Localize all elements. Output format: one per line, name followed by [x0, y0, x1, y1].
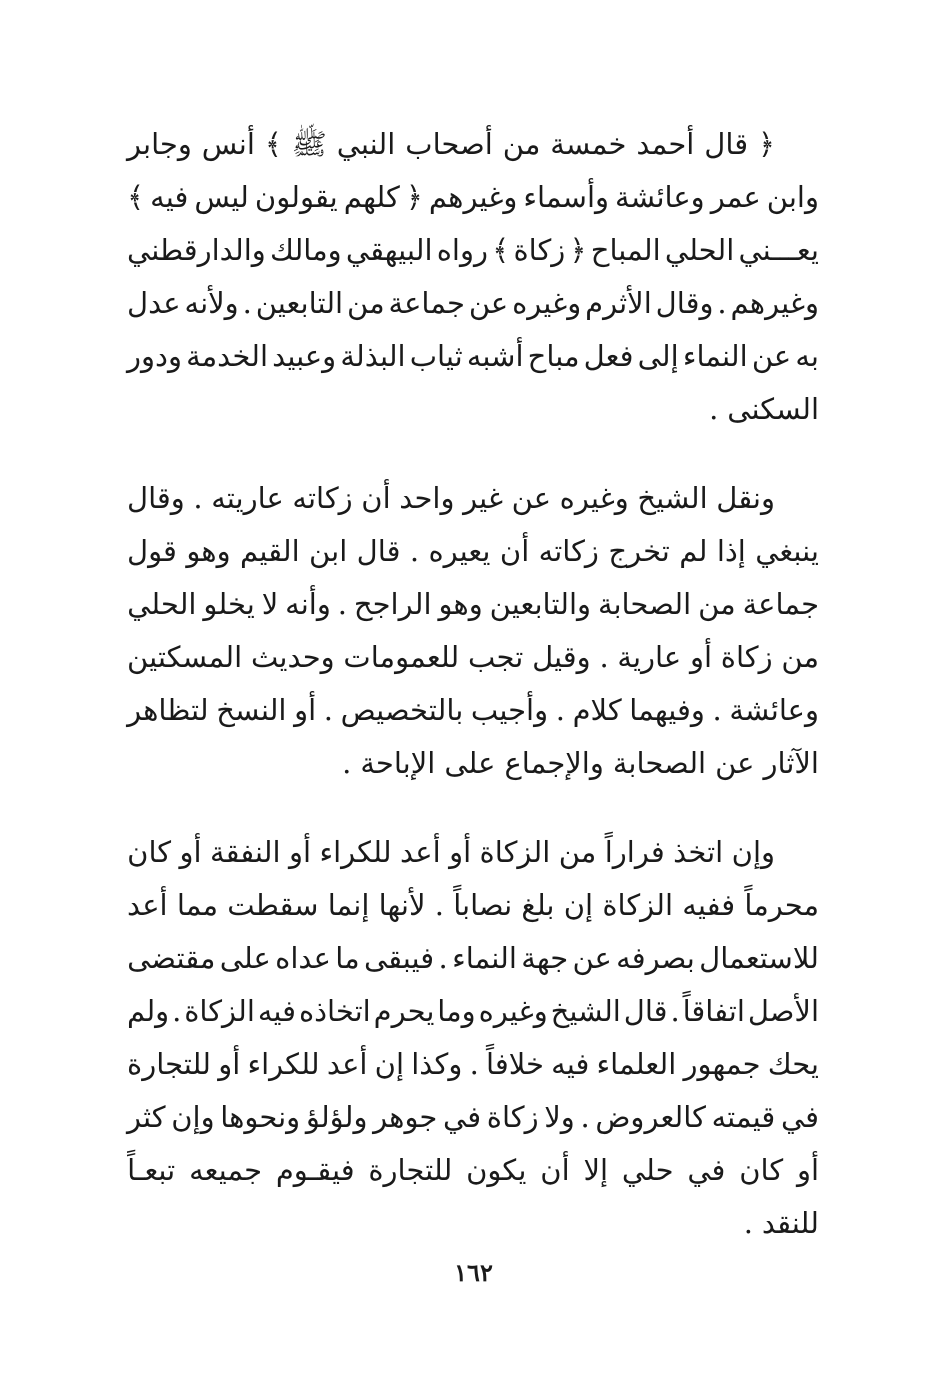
- word: النسخ: [216, 693, 287, 727]
- word: مقتضى: [127, 941, 216, 975]
- word: وأسماء: [523, 180, 610, 214]
- word: فراراً: [604, 835, 665, 869]
- word: رواه: [436, 233, 488, 267]
- word: العلماء: [596, 1047, 677, 1081]
- word: يعـــني: [738, 233, 819, 267]
- word: الحلي: [664, 233, 735, 267]
- line: [127, 1091, 819, 1144]
- word: وغيره: [559, 481, 629, 515]
- word: وهو: [186, 534, 231, 568]
- word: وعائشة: [615, 180, 705, 214]
- word: الصحابة: [612, 746, 707, 780]
- word: فيه: [257, 994, 297, 1028]
- word: .: [743, 1206, 753, 1240]
- word: الأثرم: [585, 286, 652, 320]
- line: [127, 1038, 819, 1091]
- word: ونحوها: [220, 1100, 301, 1134]
- word: وفيهما: [629, 693, 705, 727]
- word: .: [409, 534, 420, 568]
- word: به: [795, 339, 819, 373]
- line: [127, 578, 819, 631]
- word: جماعة: [742, 587, 819, 621]
- word: زكاة: [486, 1100, 539, 1134]
- word: من: [502, 127, 541, 161]
- word: كلهم: [343, 180, 400, 214]
- paragraph-2: [127, 472, 819, 790]
- word: خمسة: [550, 127, 627, 161]
- word: إلا: [583, 1153, 609, 1187]
- word: فعل: [583, 339, 634, 373]
- word: عدل: [127, 286, 181, 320]
- word: قال: [356, 534, 401, 568]
- word: بصرفه: [616, 941, 695, 975]
- word: .: [580, 1100, 590, 1134]
- word: الإباحة: [360, 746, 436, 780]
- line: [127, 330, 819, 383]
- word: تجب: [468, 640, 524, 674]
- word: وعائشة: [729, 693, 819, 727]
- word: .: [342, 746, 352, 780]
- line: [127, 631, 819, 684]
- word: ابن: [309, 534, 348, 568]
- word: أو: [294, 693, 317, 727]
- word: .: [469, 1047, 479, 1081]
- word: زكاته: [538, 534, 599, 568]
- word: البيهقي: [345, 233, 433, 267]
- line: [127, 224, 819, 277]
- word: فيه: [551, 1047, 590, 1081]
- word: في: [780, 1100, 819, 1134]
- word: أن: [499, 534, 530, 568]
- line: [127, 383, 819, 436]
- word: عن: [468, 286, 509, 320]
- word: زكاة: [720, 640, 773, 674]
- word: أو: [796, 1153, 819, 1187]
- word: .: [172, 994, 182, 1028]
- word: مما: [176, 888, 218, 922]
- line: [127, 118, 819, 171]
- line: [127, 472, 819, 525]
- word: عن: [751, 339, 792, 373]
- word: لم: [679, 534, 708, 568]
- word: يحك: [767, 1047, 819, 1081]
- word: والتابعين: [489, 587, 592, 621]
- word: ثياب: [409, 339, 463, 373]
- word: ﴾: [492, 233, 510, 267]
- word: .: [434, 888, 444, 922]
- word: يقولون: [254, 180, 338, 214]
- line: [127, 171, 819, 224]
- word: .: [670, 994, 680, 1028]
- word: إن: [563, 888, 594, 922]
- word: بلغ: [521, 888, 555, 922]
- line: [127, 1197, 819, 1250]
- word: ﴿: [405, 180, 423, 214]
- word: للكراء: [319, 835, 392, 869]
- word: يكون: [466, 1153, 527, 1187]
- word: ﴾: [264, 127, 282, 161]
- word: للتجارة: [368, 1153, 453, 1187]
- word: جمهور: [683, 1047, 761, 1081]
- word: النبي: [336, 127, 396, 161]
- word: أو: [288, 835, 312, 869]
- word: ليس: [194, 180, 249, 214]
- word: الشيخ: [637, 481, 708, 515]
- word: وأنه: [285, 587, 331, 621]
- word: وجابر: [127, 127, 192, 161]
- word: .: [193, 481, 203, 515]
- word: .: [555, 693, 565, 727]
- word: عن: [511, 481, 552, 515]
- word: اتخذ: [673, 835, 724, 869]
- line: [127, 826, 819, 879]
- line: [127, 1144, 819, 1197]
- word: .: [337, 587, 347, 621]
- word: قيمته: [711, 1100, 776, 1134]
- word: عداه: [275, 941, 331, 975]
- word: جوهر: [373, 1100, 438, 1134]
- word: زكاة: [513, 233, 566, 267]
- word: أن: [540, 1153, 570, 1187]
- word: أعد: [127, 888, 168, 922]
- word: أحمد: [636, 127, 695, 161]
- word: وإن: [171, 1100, 215, 1134]
- word: ولؤلؤ: [305, 1100, 368, 1134]
- word: عاريته: [211, 481, 284, 515]
- word: عارية: [617, 640, 682, 674]
- word: حلي: [621, 1153, 674, 1187]
- word: التابعين: [255, 286, 344, 320]
- word: الشيخ: [550, 994, 621, 1028]
- paragraph-1: [127, 118, 819, 436]
- word: إن: [374, 1047, 405, 1081]
- word: يعيره: [428, 534, 491, 568]
- line: [127, 737, 819, 790]
- word: .: [599, 640, 609, 674]
- word: في: [687, 1153, 726, 1187]
- word: ولأنه: [184, 286, 239, 320]
- paragraph-3: [127, 826, 819, 1250]
- word: كلام: [572, 693, 622, 727]
- word: أنس: [201, 127, 255, 161]
- word: اتخاذه: [298, 994, 371, 1028]
- line: [127, 684, 819, 737]
- word: خلافاً: [486, 1047, 544, 1081]
- word: وغيره: [512, 286, 582, 320]
- word: الآثار: [763, 746, 819, 780]
- word: الزكاة: [602, 888, 674, 922]
- word: وعبيد: [272, 339, 337, 373]
- word: ولا: [544, 1100, 575, 1134]
- word: اتفاقاً: [682, 994, 745, 1028]
- word: للكراء: [247, 1047, 320, 1081]
- word: ونقل: [716, 481, 775, 515]
- word: وحديث: [250, 640, 335, 674]
- word: الزكاة: [184, 994, 255, 1028]
- line: [127, 932, 819, 985]
- word: فيبقى: [363, 941, 435, 975]
- word: ﴿: [758, 127, 775, 161]
- word: من: [347, 286, 385, 320]
- word: غير: [463, 481, 504, 515]
- word: أو: [179, 835, 202, 869]
- word: أو: [689, 640, 713, 674]
- word: أعد: [400, 835, 441, 869]
- word: وإن: [731, 835, 775, 869]
- word: وقال: [127, 481, 185, 515]
- word: عن: [715, 746, 755, 780]
- word: وكذا: [411, 1047, 463, 1081]
- word: ﴾: [127, 180, 145, 214]
- word: لا: [261, 587, 279, 621]
- word: لأنها: [378, 888, 426, 922]
- word: ولم: [127, 994, 170, 1028]
- word: كثر: [127, 1100, 166, 1134]
- word: يخلو: [203, 587, 255, 621]
- line: [127, 525, 819, 578]
- word: فيقـوم: [275, 1153, 355, 1187]
- word: أو: [218, 1047, 241, 1081]
- word: قول: [127, 534, 177, 568]
- word: ﷺ: [291, 127, 327, 161]
- word: للنقد: [761, 1206, 819, 1240]
- word: لتظاهر: [127, 693, 209, 727]
- word: جماعة: [388, 286, 465, 320]
- word: تبعـاً: [127, 1153, 176, 1187]
- word: النماء: [682, 339, 748, 373]
- word: مباح: [527, 339, 580, 373]
- word: في: [443, 1100, 482, 1134]
- word: يحرم: [373, 994, 435, 1028]
- word: المباح: [590, 233, 661, 267]
- word: عن: [572, 941, 612, 975]
- word: للعمومات: [343, 640, 460, 674]
- line: [127, 277, 819, 330]
- word: كان: [739, 1153, 784, 1187]
- word: على: [219, 941, 271, 975]
- word: أو: [449, 835, 472, 869]
- word: ففيه: [682, 888, 736, 922]
- word: وغيرهم: [428, 180, 518, 214]
- word: نصاباً: [453, 888, 513, 922]
- word: أصحاب: [405, 127, 493, 161]
- word: الخدمة: [186, 339, 269, 373]
- word: الصحابة: [597, 587, 692, 621]
- word: إنما: [327, 888, 370, 922]
- word: وقال: [655, 286, 714, 320]
- word: إلى: [637, 339, 679, 373]
- word: من: [558, 835, 597, 869]
- word: السكنى: [727, 392, 819, 426]
- word: بالتخصيص: [340, 693, 464, 727]
- word: للاستعمال: [699, 941, 819, 975]
- word: ودور: [127, 339, 182, 373]
- word: محرماً: [744, 888, 819, 922]
- word: الحلي: [127, 587, 197, 621]
- word: وقيل: [532, 640, 591, 674]
- word: النفقة: [210, 835, 281, 869]
- word: كان: [127, 835, 172, 869]
- word: وما: [437, 994, 476, 1028]
- word: جهة: [521, 941, 569, 975]
- word: سقطت: [227, 888, 319, 922]
- word: ومالك: [270, 233, 342, 267]
- line: [127, 879, 819, 932]
- word: ينبغي: [755, 534, 819, 568]
- word: والدارقطني: [127, 233, 266, 267]
- word: ما: [335, 941, 360, 975]
- word: القيم: [240, 534, 300, 568]
- word: واحد: [399, 481, 455, 515]
- page-number: ١٦٢: [454, 1258, 493, 1287]
- word: زكاته: [292, 481, 353, 515]
- word: وغيرهم: [730, 286, 819, 320]
- word: المسكتين: [127, 640, 243, 674]
- word: وابن: [766, 180, 819, 214]
- word: وغيره: [478, 994, 548, 1028]
- word: قال: [704, 127, 749, 161]
- word: وأجيب: [470, 693, 549, 727]
- word: من: [781, 640, 819, 674]
- word: .: [712, 693, 722, 727]
- word: وهو: [438, 587, 483, 621]
- word: أن: [361, 481, 391, 515]
- word: ﴿: [569, 233, 587, 267]
- word: الأصل: [747, 994, 819, 1028]
- word: أعد: [326, 1047, 368, 1081]
- line: [127, 985, 819, 1038]
- word: من: [698, 587, 736, 621]
- word: أشبه: [466, 339, 524, 373]
- word: .: [242, 286, 252, 320]
- word: قال: [623, 994, 668, 1028]
- word: فيه: [150, 180, 189, 214]
- word: .: [717, 286, 727, 320]
- word: كالعروض: [595, 1100, 706, 1134]
- word: تخرج: [608, 534, 670, 568]
- word: إذا: [716, 534, 746, 568]
- word: للتجارة: [127, 1047, 211, 1081]
- word: الراجح: [353, 587, 432, 621]
- word: جميعه: [189, 1153, 263, 1187]
- word: .: [709, 392, 719, 426]
- word: والإجماع: [504, 746, 604, 780]
- word: البذلة: [340, 339, 406, 373]
- word: عمر: [710, 180, 761, 214]
- word: النماء: [452, 941, 517, 975]
- word: الزكاة: [479, 835, 551, 869]
- word: .: [323, 693, 333, 727]
- word: على: [444, 746, 496, 780]
- word: .: [438, 941, 448, 975]
